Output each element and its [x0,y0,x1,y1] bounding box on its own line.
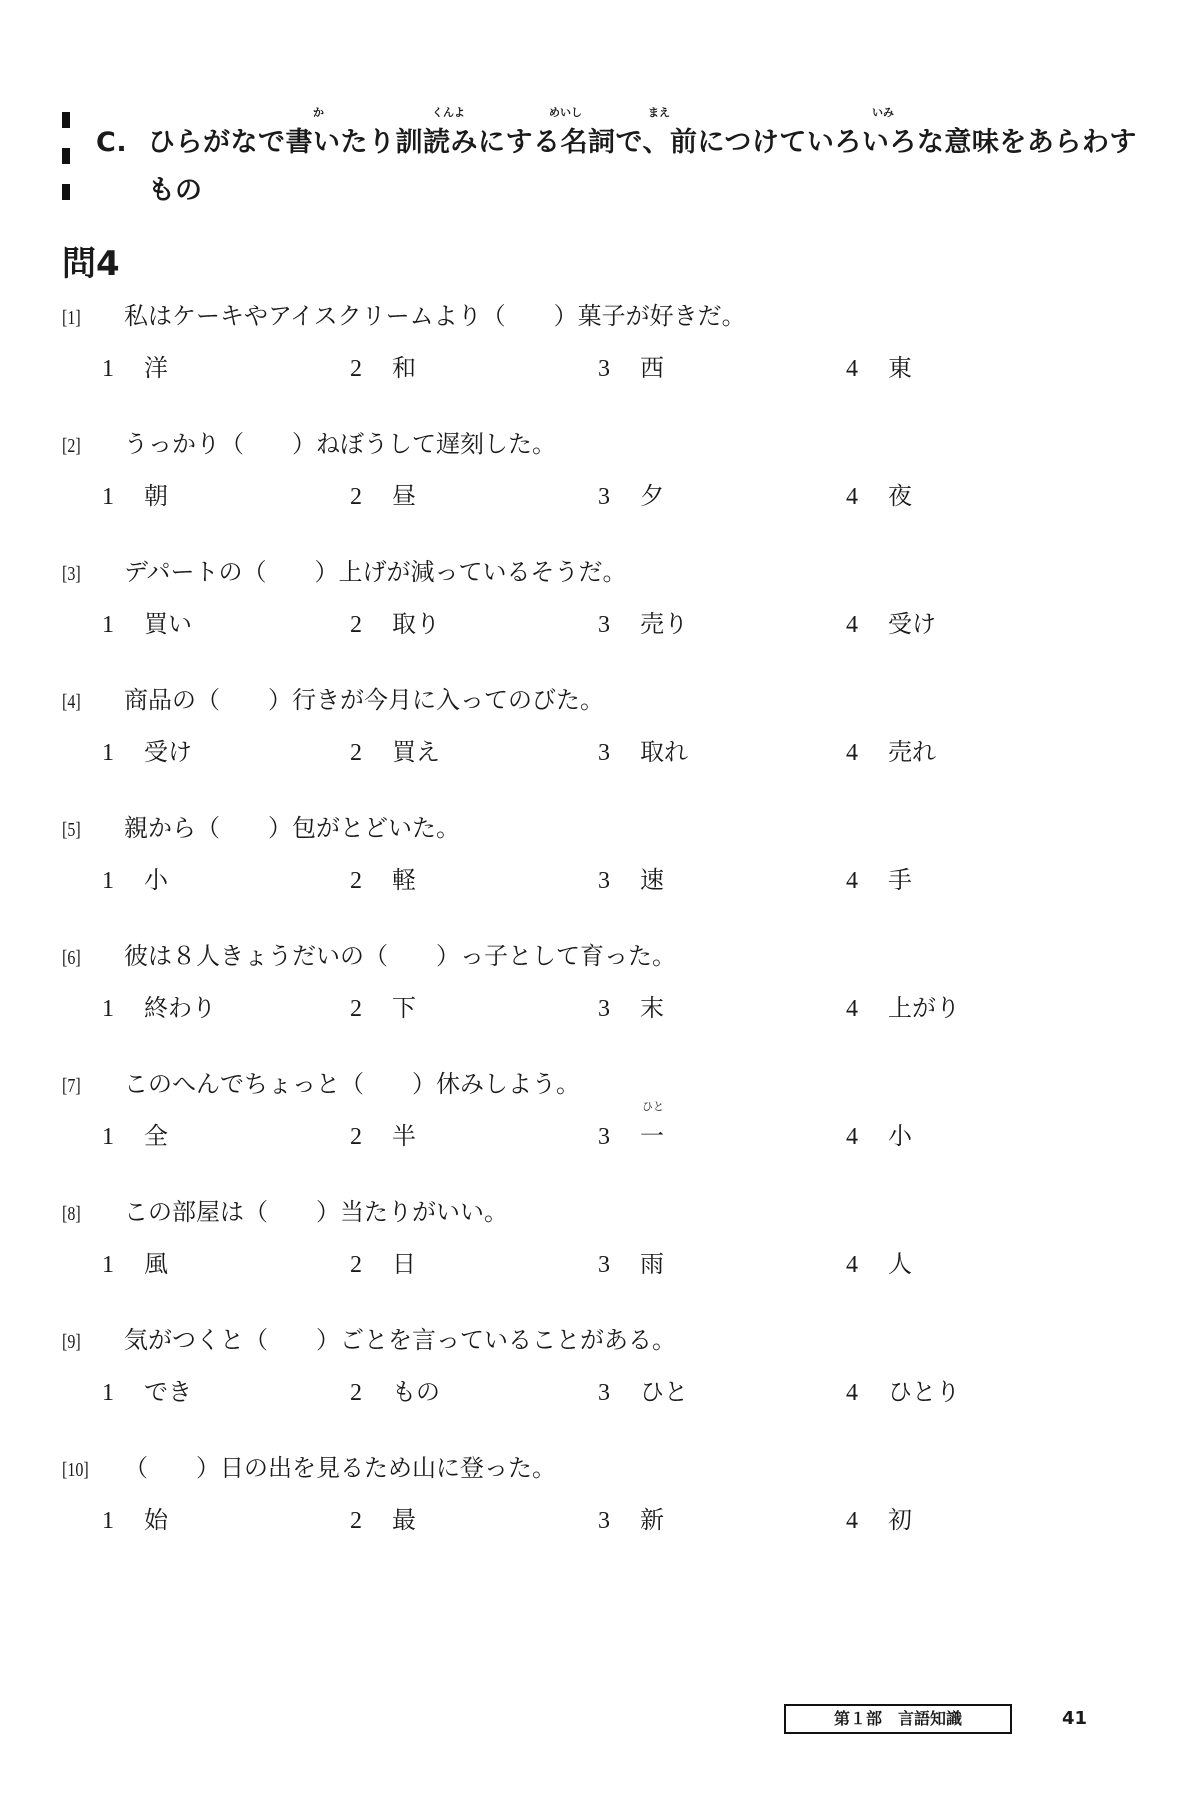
option-label: 速 [640,866,664,894]
option-text [888,476,912,511]
question-number: [3] [62,563,81,585]
option-text [888,348,912,383]
option-text [640,860,664,895]
answer-options [102,348,1102,380]
option-text [888,604,936,639]
answer-option [598,476,664,511]
option-label: 東 [888,354,912,382]
question-text: うっかり（ ）ねぼうして遅刻した。 [124,430,556,458]
option-text [144,1500,168,1535]
option-number: 2 [350,1380,362,1406]
heading-line-1 [96,120,1137,159]
option-label: 受け [144,738,192,766]
option-text [144,1116,168,1151]
question-text: 私はケーキやアイスクリームより（ ）菓子が好きだ。 [124,302,746,330]
answer-option [102,1500,168,1535]
option-number: 4 [846,868,858,894]
answer-option [350,1500,416,1535]
option-number: 4 [846,612,858,638]
option-text [640,1372,688,1407]
option-label: 売れ [888,738,936,766]
option-text [144,604,192,639]
option-number: 3 [598,612,610,638]
answer-option [598,1500,664,1535]
option-text [144,1372,192,1407]
section-title: 問4 [62,244,120,284]
answer-options [102,476,1102,508]
answer-option [102,860,168,895]
option-text [144,732,192,767]
answer-option [846,988,960,1023]
option-text [888,732,936,767]
question-number: [7] [62,1075,81,1097]
option-number: 1 [102,484,114,510]
option-number: 3 [598,1508,610,1534]
answer-option [102,732,192,767]
option-number: 1 [102,1124,114,1150]
option-label: 買え [392,738,440,766]
option-text [640,604,688,639]
question-item [62,680,1122,790]
option-number: 2 [350,1508,362,1534]
option-number: 2 [350,868,362,894]
option-number: 4 [846,1508,858,1534]
option-number: 3 [598,1124,610,1150]
question-text: デパートの（ ）上げが減っているそうだ。 [124,558,627,586]
question-text: この部屋は（ ）当たりがいい。 [124,1198,508,1226]
answer-option [350,1116,416,1151]
option-label: 全 [144,1122,168,1150]
option-text [392,988,416,1023]
answer-options [102,1372,1102,1404]
option-number: 2 [350,484,362,510]
option-number: 2 [350,612,362,638]
answer-option [598,988,664,1023]
option-text [392,860,416,895]
option-number: 1 [102,1508,114,1534]
option-label: 取り [392,610,440,638]
answer-option [102,476,168,511]
option-number: 1 [102,740,114,766]
option-number: 3 [598,868,610,894]
option-number: 2 [350,356,362,382]
question-text: 親から（ ）包がとどいた。 [124,814,460,842]
furigana: めいし [549,106,582,119]
question-text: 気がつくと（ ）ごとを言っていることがある。 [124,1326,676,1354]
answer-option [350,732,440,767]
option-furigana: ひと [642,1100,664,1113]
option-label: 新 [640,1506,664,1534]
option-label: 一 [640,1122,664,1150]
option-number: 2 [350,1252,362,1278]
question-text: 彼は８人きょうだいの（ ）っ子として育った。 [124,942,676,970]
option-text [392,1500,416,1535]
option-text [144,860,168,895]
answer-options [102,988,1102,1020]
option-text [392,604,440,639]
answer-options [102,732,1102,764]
option-label: 軽 [392,866,416,894]
option-number: 3 [598,1252,610,1278]
furigana: まえ [648,106,670,119]
answer-option [598,1100,664,1151]
option-number: 1 [102,996,114,1022]
option-number: 1 [102,1380,114,1406]
option-number: 1 [102,612,114,638]
question-item [62,1064,1122,1174]
question-item [62,424,1122,534]
option-number: 3 [598,1380,610,1406]
heading-line-2: もの [148,175,202,206]
answer-option [846,1244,912,1279]
answer-options [102,604,1102,636]
option-number: 2 [350,1124,362,1150]
answer-option [598,732,688,767]
option-text [640,348,664,383]
answer-option [598,1244,664,1279]
question-stem [62,936,676,971]
option-text [640,1100,664,1151]
option-label: 夕 [640,482,664,510]
option-text [144,1244,168,1279]
question-stem [62,808,460,843]
option-number: 4 [846,484,858,510]
question-number: [5] [62,819,81,841]
answer-option [598,1372,688,1407]
option-text [888,988,960,1023]
option-label: 雨 [640,1250,664,1278]
answer-option [846,604,936,639]
option-text [392,476,416,511]
answer-option [598,860,664,895]
option-text [392,348,416,383]
option-text [144,476,168,511]
option-text [144,348,168,383]
answer-options [102,1100,1102,1150]
question-number: [8] [62,1203,81,1225]
option-label: 末 [640,994,664,1022]
option-label: 洋 [144,354,168,382]
answer-option [846,860,912,895]
question-text: このへんでちょっと（ ）休みしよう。 [124,1070,580,1098]
answer-options [102,860,1102,892]
option-label: 売り [640,610,688,638]
option-label: 終わり [144,994,216,1022]
question-stem [62,1320,676,1355]
option-text [888,1500,912,1535]
heading-marker-bars [62,112,70,220]
option-text [640,1500,664,1535]
question-item [62,808,1122,918]
answer-option [102,1244,168,1279]
option-number: 4 [846,1124,858,1150]
option-label: 取れ [640,738,688,766]
option-text [888,860,912,895]
footer-section-label: 第１部 言語知識 [784,1704,1012,1734]
question-number: [1] [62,307,81,329]
answer-option [350,348,416,383]
option-number: 3 [598,356,610,382]
option-number: 3 [598,740,610,766]
option-text [144,988,216,1023]
question-item [62,1448,1122,1558]
question-stem [62,424,556,459]
marker-bar [62,148,70,164]
option-label: 半 [392,1122,416,1150]
option-label: 朝 [144,482,168,510]
option-number: 1 [102,356,114,382]
answer-option [598,348,664,383]
question-text: （ ）日の出を見るため山に登った。 [124,1454,556,1482]
option-label: 風 [144,1250,168,1278]
heading-furigana [62,104,1122,118]
option-text [392,1372,440,1407]
option-label: 手 [888,866,912,894]
question-text: 商品の（ ）行きが今月に入ってのびた。 [124,686,604,714]
question-item [62,296,1122,406]
option-number: 3 [598,996,610,1022]
option-text [392,1116,416,1151]
option-label: 和 [392,354,416,382]
answer-option [846,348,912,383]
option-label: ひとり [888,1378,960,1406]
option-text [888,1372,960,1407]
answer-option [102,1116,168,1151]
option-number: 1 [102,868,114,894]
option-text [888,1116,912,1151]
option-number: 4 [846,1380,858,1406]
furigana: いみ [872,106,894,119]
option-label: 買い [144,610,192,638]
answer-option [598,604,688,639]
question-item [62,1320,1122,1430]
question-stem [62,1064,580,1099]
answer-option [846,1116,912,1151]
option-number: 4 [846,1252,858,1278]
page-number: 41 [1062,1708,1088,1729]
option-text [640,1244,664,1279]
question-stem [62,1192,508,1227]
answer-option [846,732,936,767]
question-stem [62,552,627,587]
option-label: 西 [640,354,664,382]
answer-option [846,476,912,511]
option-label: もの [392,1378,440,1406]
option-label: 小 [144,866,168,894]
option-number: 1 [102,1252,114,1278]
option-text [392,1244,416,1279]
option-label: 昼 [392,482,416,510]
option-number: 4 [846,996,858,1022]
question-item [62,1192,1122,1302]
furigana: くんよ [432,106,465,119]
option-number: 2 [350,996,362,1022]
question-number: [10] [62,1459,89,1481]
option-label: 最 [392,1506,416,1534]
option-number: 3 [598,484,610,510]
answer-option [846,1500,912,1535]
option-text [392,732,440,767]
answer-option [350,604,440,639]
question-item [62,936,1122,1046]
option-label: 小 [888,1122,912,1150]
heading-text: ひらがなで書いたり訓読みにする名詞で、前につけていろいろな意味をあらわす [148,127,1137,158]
question-stem [62,1448,556,1483]
option-label: 日 [392,1250,416,1278]
question-number: [9] [62,1331,81,1353]
option-text [640,988,664,1023]
option-label: 始 [144,1506,168,1534]
heading-label: C. [96,127,128,158]
option-label: 下 [392,994,416,1022]
question-number: [4] [62,691,81,713]
option-number: 4 [846,740,858,766]
option-number: 4 [846,356,858,382]
answer-option [102,1372,192,1407]
option-label: 夜 [888,482,912,510]
answer-options [102,1244,1102,1276]
answer-option [350,1372,440,1407]
question-number: [2] [62,435,81,457]
answer-option [102,988,216,1023]
question-item [62,552,1122,662]
option-label: 初 [888,1506,912,1534]
marker-bar [62,184,70,200]
question-stem [62,680,604,715]
option-label: 受け [888,610,936,638]
option-label: 人 [888,1250,912,1278]
answer-option [350,476,416,511]
question-number: [6] [62,947,81,969]
answer-option [350,988,416,1023]
option-label: ひと [640,1378,688,1406]
furigana: か [313,106,324,119]
option-text [888,1244,912,1279]
answer-option [350,1244,416,1279]
option-label: 上がり [888,994,960,1022]
answer-option [350,860,416,895]
answer-option [846,1372,960,1407]
answer-option [102,604,192,639]
option-label: でき [144,1378,192,1406]
answer-options [102,1500,1102,1532]
option-text [640,732,688,767]
question-stem [62,296,746,331]
option-text [640,476,664,511]
option-number: 2 [350,740,362,766]
answer-option [102,348,168,383]
